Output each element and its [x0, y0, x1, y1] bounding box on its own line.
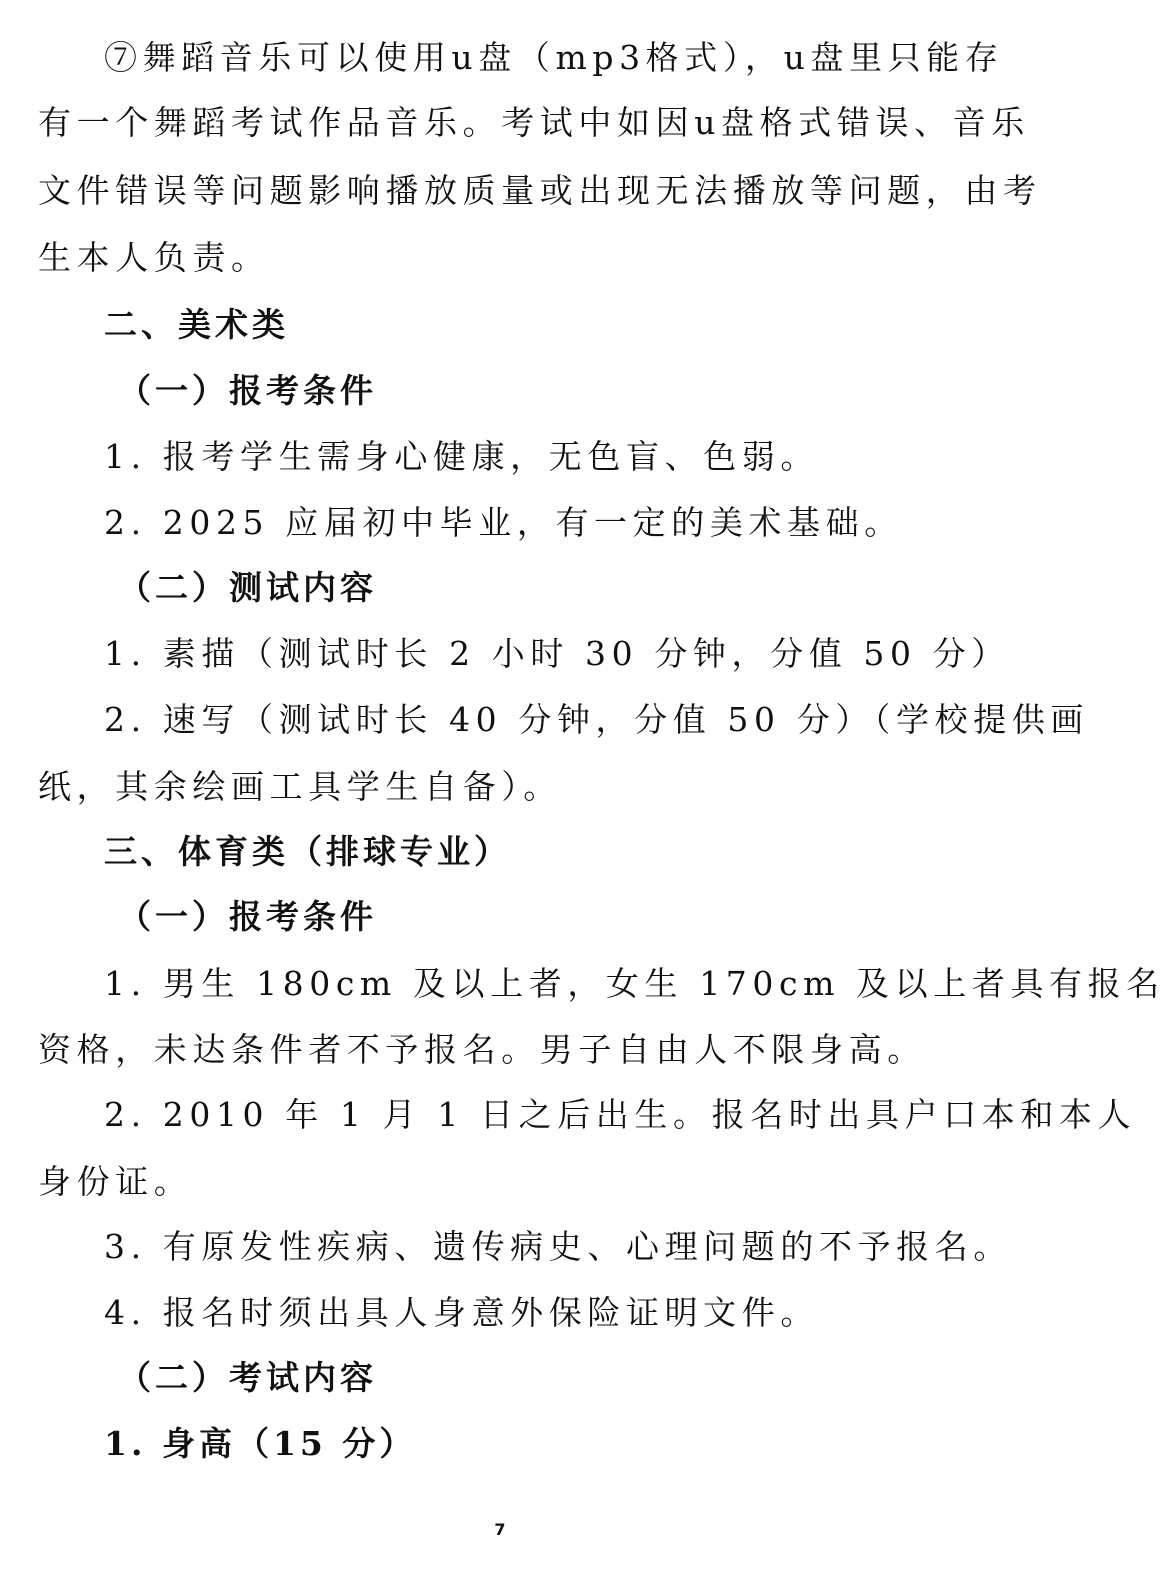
subsection-heading: （二）测试内容 — [118, 568, 377, 607]
paragraph-line: 3. 有原发性疾病、遗传病史、心理问题的不予报名。 — [104, 1227, 1012, 1266]
subsection-heading: （一）报考条件 — [118, 371, 377, 410]
paragraph-line: 文件错误等问题影响播放质量或出现无法播放等问题，由考 — [38, 171, 1042, 210]
paragraph-line: 生本人负责。 — [38, 238, 270, 277]
item-heading: 1. 身高（15 分） — [104, 1424, 417, 1463]
paragraph-line: 身份证。 — [38, 1162, 193, 1201]
paragraph-line: 资格，未达条件者不予报名。男子自由人不限身高。 — [38, 1030, 926, 1069]
paragraph-line: ⑦舞蹈音乐可以使用u盘（mp3格式），u盘里只能存 — [104, 38, 1004, 77]
section-heading: 二、美术类 — [104, 305, 289, 344]
paragraph-line: 1. 男生 180cm 及以上者，女生 170cm 及以上者具有报名 — [104, 964, 1165, 1003]
paragraph-line: 2. 2025 应届初中毕业，有一定的美术基础。 — [104, 503, 903, 542]
paragraph-line: 4. 报名时须出具人身意外保险证明文件。 — [104, 1293, 819, 1332]
paragraph-line: 1. 报考学生需身心健康，无色盲、色弱。 — [104, 437, 819, 476]
paragraph-line: 纸，其余绘画工具学生自备）。 — [38, 767, 562, 806]
paragraph-line: 1. 素描（测试时长 2 小时 30 分钟，分值 50 分） — [104, 634, 1010, 673]
paragraph-line: 有一个舞蹈考试作品音乐。考试中如因u盘格式错误、音乐 — [38, 103, 1030, 142]
paragraph-line: 2. 2010 年 1 月 1 日之后出生。报名时出具户口本和本人 — [104, 1095, 1137, 1134]
subsection-heading: （二）考试内容 — [118, 1358, 377, 1397]
subsection-heading: （一）报考条件 — [118, 897, 377, 936]
page-number: 7 — [494, 1520, 506, 1539]
section-heading: 三、体育类（排球专业） — [104, 832, 511, 871]
paragraph-line: 2. 速写（测试时长 40 分钟，分值 50 分）（学校提供画 — [104, 700, 1090, 739]
